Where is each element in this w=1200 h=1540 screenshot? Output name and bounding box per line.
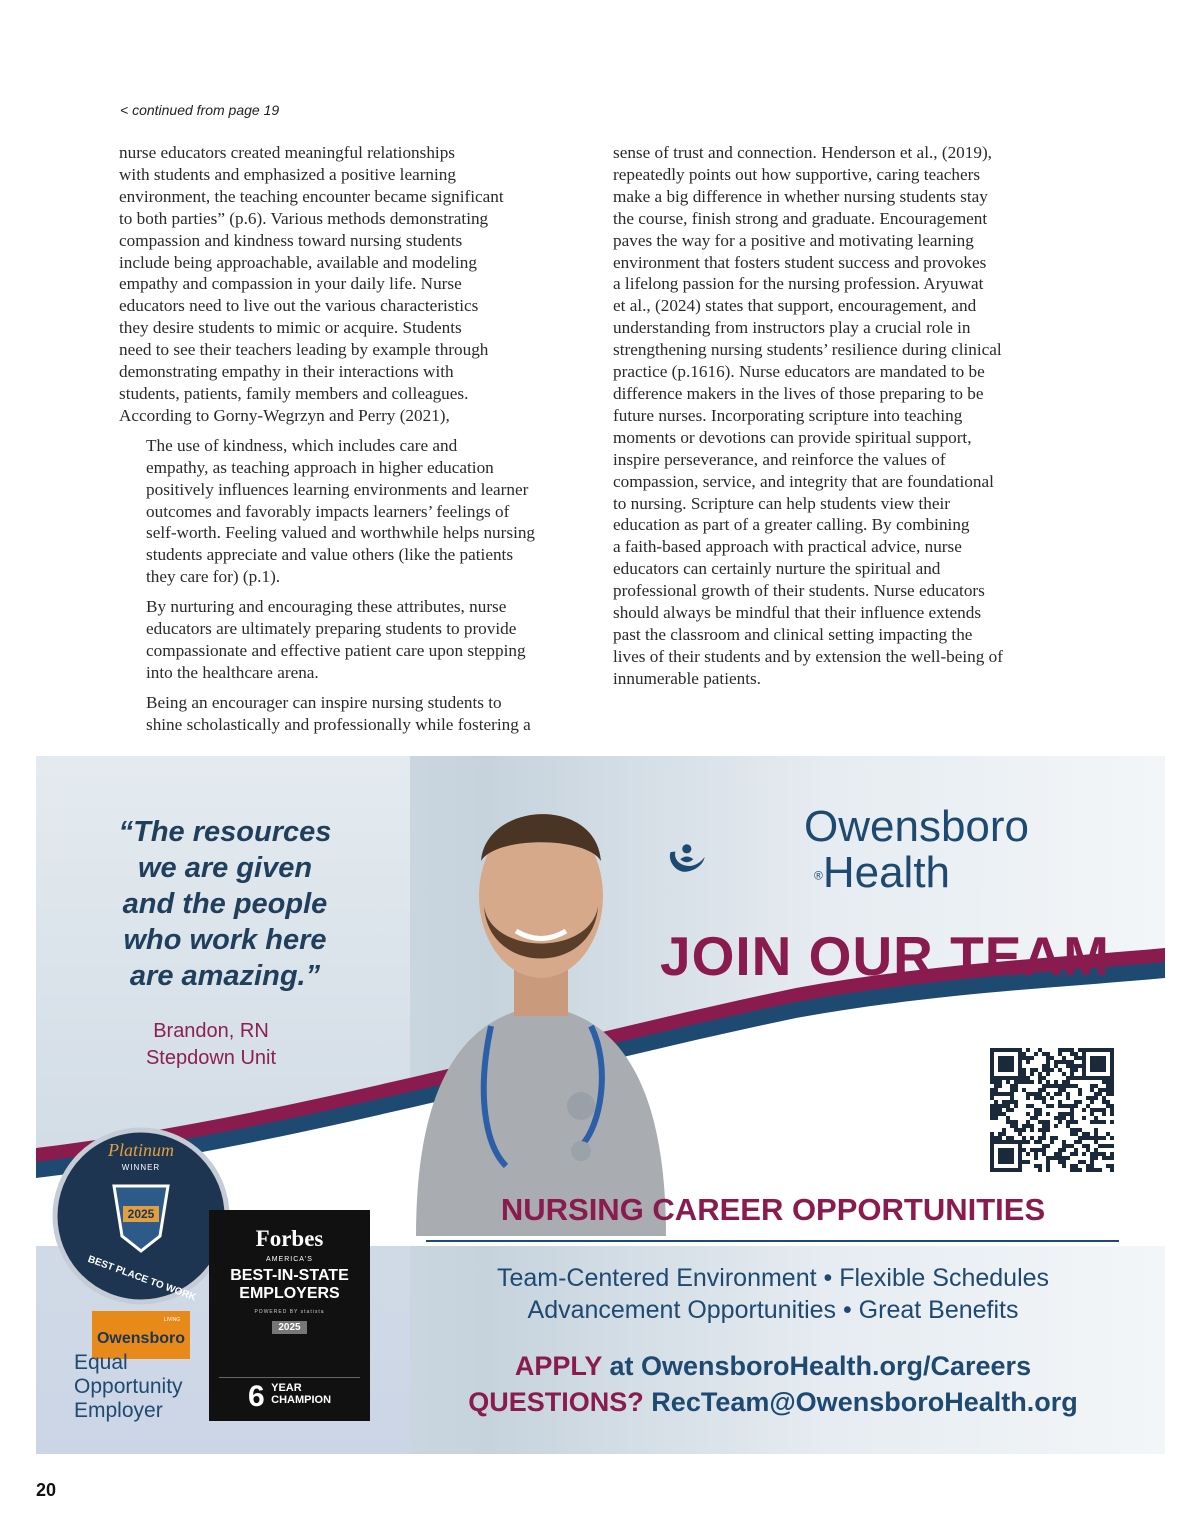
text-line: they care for) (p.1). — [146, 567, 281, 587]
text-line: empathy, as teaching approach in higher education — [146, 457, 494, 477]
text-line: should always be mindful that their influence extends — [613, 603, 982, 623]
text-line: compassion, service, and integrity that are foundational — [613, 471, 994, 491]
text-line: past the classroom and clinical setting impacting the — [613, 624, 973, 644]
logo-line2: Health — [822, 848, 951, 897]
attribution-name: Brandon, RN — [153, 1020, 269, 1042]
text-line: future nurses. Incorporating scripture into teaching — [613, 405, 963, 425]
eoe-line: Equal — [74, 1351, 128, 1374]
equal-opportunity-employer — [74, 1351, 214, 1423]
text-line: lives of their students and by extension the well-being of — [613, 646, 1003, 666]
questions-email-link[interactable]: QUESTIONS? RecTeam@OwensboroHealth.org — [468, 1387, 1078, 1417]
text-line: education as part of a greater calling. By combining — [613, 515, 970, 535]
svg-text:Platinum: Platinum — [108, 1140, 174, 1160]
text-line: et al., (2024) states that support, encouragement, and — [613, 296, 977, 316]
champion-years: 6 — [247, 1380, 265, 1413]
forbes-year: 2025 — [272, 1321, 306, 1334]
logo-line1: Owensboro — [804, 802, 1030, 851]
forbes-americas: AMERICA'S — [266, 1256, 313, 1263]
article-column-right — [613, 142, 1091, 698]
registered-mark: ® — [814, 868, 823, 883]
benefits-line: Team-Centered Environment • Flexible Schedules — [496, 1264, 1050, 1292]
forbes-title-line: BEST-IN-STATE — [230, 1267, 349, 1284]
text-line: empathy and compassion in your daily life. Nurse — [119, 274, 462, 294]
text-line: strengthening nursing students’ resilience during clinical — [613, 340, 1002, 360]
text-line: educators need to live out the various characteristics — [119, 296, 479, 316]
paragraph — [119, 596, 589, 684]
text-line: environment that fosters student success and provokes — [613, 252, 987, 272]
text-line: students appreciate and value others (like the patients — [146, 545, 514, 565]
text-line: into the healthcare arena. — [146, 662, 319, 682]
text-line: understanding from instructors play a crucial role in — [613, 318, 971, 338]
text-line: professional growth of their students. Nurse educators — [613, 581, 985, 601]
benefits-list — [428, 1262, 1118, 1326]
text-line: to both parties” (p.6). Various methods demonstrating — [119, 208, 489, 228]
text-line: compassionate and effective patient care upon stepping — [146, 640, 526, 660]
text-line: sense of trust and connection. Henderson et al., (2019), — [613, 143, 992, 162]
testimonial-attribution — [96, 1018, 326, 1072]
text-line: According to Gorny-Wegrzyn and Perry (2021), — [119, 405, 450, 425]
text-line: educators are ultimately preparing students to provide — [146, 619, 517, 639]
text-line: need to see their teachers leading by example through — [119, 340, 489, 360]
text-line: to nursing. Scripture can help students view their — [613, 493, 950, 513]
text-line: students, patients, family members and colleagues. — [119, 383, 469, 403]
text-line: educators can certainly nurture the spiritual and — [613, 559, 941, 579]
divider — [426, 1240, 1119, 1242]
svg-text:Owensboro: Owensboro — [96, 1330, 186, 1347]
testimonial-quote — [80, 814, 370, 994]
article-column-left — [119, 142, 589, 744]
text-line: By nurturing and encouraging these attributes, nurse — [146, 597, 507, 617]
text-line: outcomes and favorably impacts learners’ feelings of — [146, 501, 510, 521]
text-line: demonstrating empathy in their interactions with — [119, 362, 454, 382]
forbes-title-line: EMPLOYERS — [239, 1285, 340, 1302]
forbes-title — [209, 1267, 370, 1303]
continued-from-note: < continued from page 19 — [120, 102, 280, 118]
svg-text:WINNER: WINNER — [121, 1163, 161, 1172]
text-line: Being an encourager can inspire nursing students to — [146, 692, 502, 712]
text-line: environment, the teaching encounter became significant — [119, 186, 504, 206]
forbes-brand: Forbes — [255, 1226, 324, 1251]
text-line: difference makers in the lives of those preparing to be — [613, 383, 984, 403]
text-line: innumerable patients. — [613, 668, 761, 688]
text-line: nurse educators created meaningful relationships — [119, 143, 455, 162]
paragraph — [119, 692, 589, 736]
text-line: paves the way for a positive and motivating learning — [613, 230, 974, 250]
quote-line: “The resources — [118, 816, 332, 848]
text-line: inspire perseverance, and reinforce the values of — [613, 449, 946, 469]
svg-text:2025: 2025 — [127, 1207, 155, 1221]
text-line: a lifelong passion for the nursing profession. Aryuwat — [613, 274, 984, 294]
text-line: The use of kindness, which includes care and — [146, 435, 458, 455]
text-line: include being approachable, available and modeling — [119, 252, 477, 272]
text-line: self-worth. Feeling valued and worthwhile helps nursing — [146, 523, 536, 543]
quote-line: who work here — [123, 924, 327, 956]
page-number: 20 — [36, 1480, 57, 1500]
forbes-powered-by: POWERED BY statista — [254, 1309, 325, 1315]
eoe-line: Opportunity — [74, 1375, 183, 1398]
quote-line: we are given — [137, 852, 313, 884]
text-line: repeatedly points out how supportive, caring teachers — [613, 164, 981, 184]
text-line: with students and emphasized a positive learning — [119, 164, 456, 184]
qr-code[interactable] — [986, 1044, 1118, 1176]
text-line: shine scholastically and professionally while fostering a — [146, 714, 531, 734]
paragraph — [119, 142, 589, 427]
quote-line: are amazing.” — [129, 960, 321, 992]
text-line: compassion and kindness toward nursing students — [119, 230, 463, 250]
logo-wordmark — [804, 804, 1029, 898]
join-our-team-headline: JOIN OUR TEAM — [660, 925, 1110, 987]
eoe-line: Employer — [74, 1399, 163, 1422]
paragraph — [119, 435, 589, 588]
benefits-line: Advancement Opportunities • Great Benefits — [527, 1296, 1019, 1324]
text-line: practice (p.1616). Nurse educators are mandated to be — [613, 362, 985, 382]
text-line: moments or devotions can provide spiritual support, — [613, 427, 972, 447]
owensboro-health-logo-icon — [664, 802, 804, 912]
text-line: the course, finish strong and graduate. Encouragement — [613, 208, 988, 228]
text-line: they desire students to mimic or acquire. Students — [119, 318, 462, 338]
nurse-photo — [396, 766, 686, 1236]
text-line: a faith-based approach with practical advice, nurse — [613, 537, 962, 557]
svg-text:BEST PLACE TO WORK: BEST PLACE TO WORK — [86, 1253, 198, 1304]
forbes-champion — [219, 1377, 360, 1416]
paragraph — [613, 142, 1091, 690]
champion-label: YEAR CHAMPION — [271, 1382, 332, 1406]
apply-link[interactable]: APPLY at OwensboroHealth.org/Careers — [514, 1351, 1032, 1381]
text-line: positively influences learning environments and learner — [146, 479, 529, 499]
quote-line: and the people — [122, 888, 328, 920]
svg-text:LIVING: LIVING — [163, 1317, 181, 1323]
text-line: make a big difference in whether nursing students stay — [613, 186, 988, 206]
nursing-career-heading: NURSING CAREER OPPORTUNITIES — [500, 1192, 1046, 1227]
best-place-to-work-badge — [52, 1116, 230, 1366]
forbes-best-employers-badge — [209, 1210, 370, 1421]
contact-info — [428, 1348, 1118, 1420]
owensboro-health-advertisement — [36, 756, 1165, 1454]
attribution-unit: Stepdown Unit — [145, 1047, 277, 1069]
